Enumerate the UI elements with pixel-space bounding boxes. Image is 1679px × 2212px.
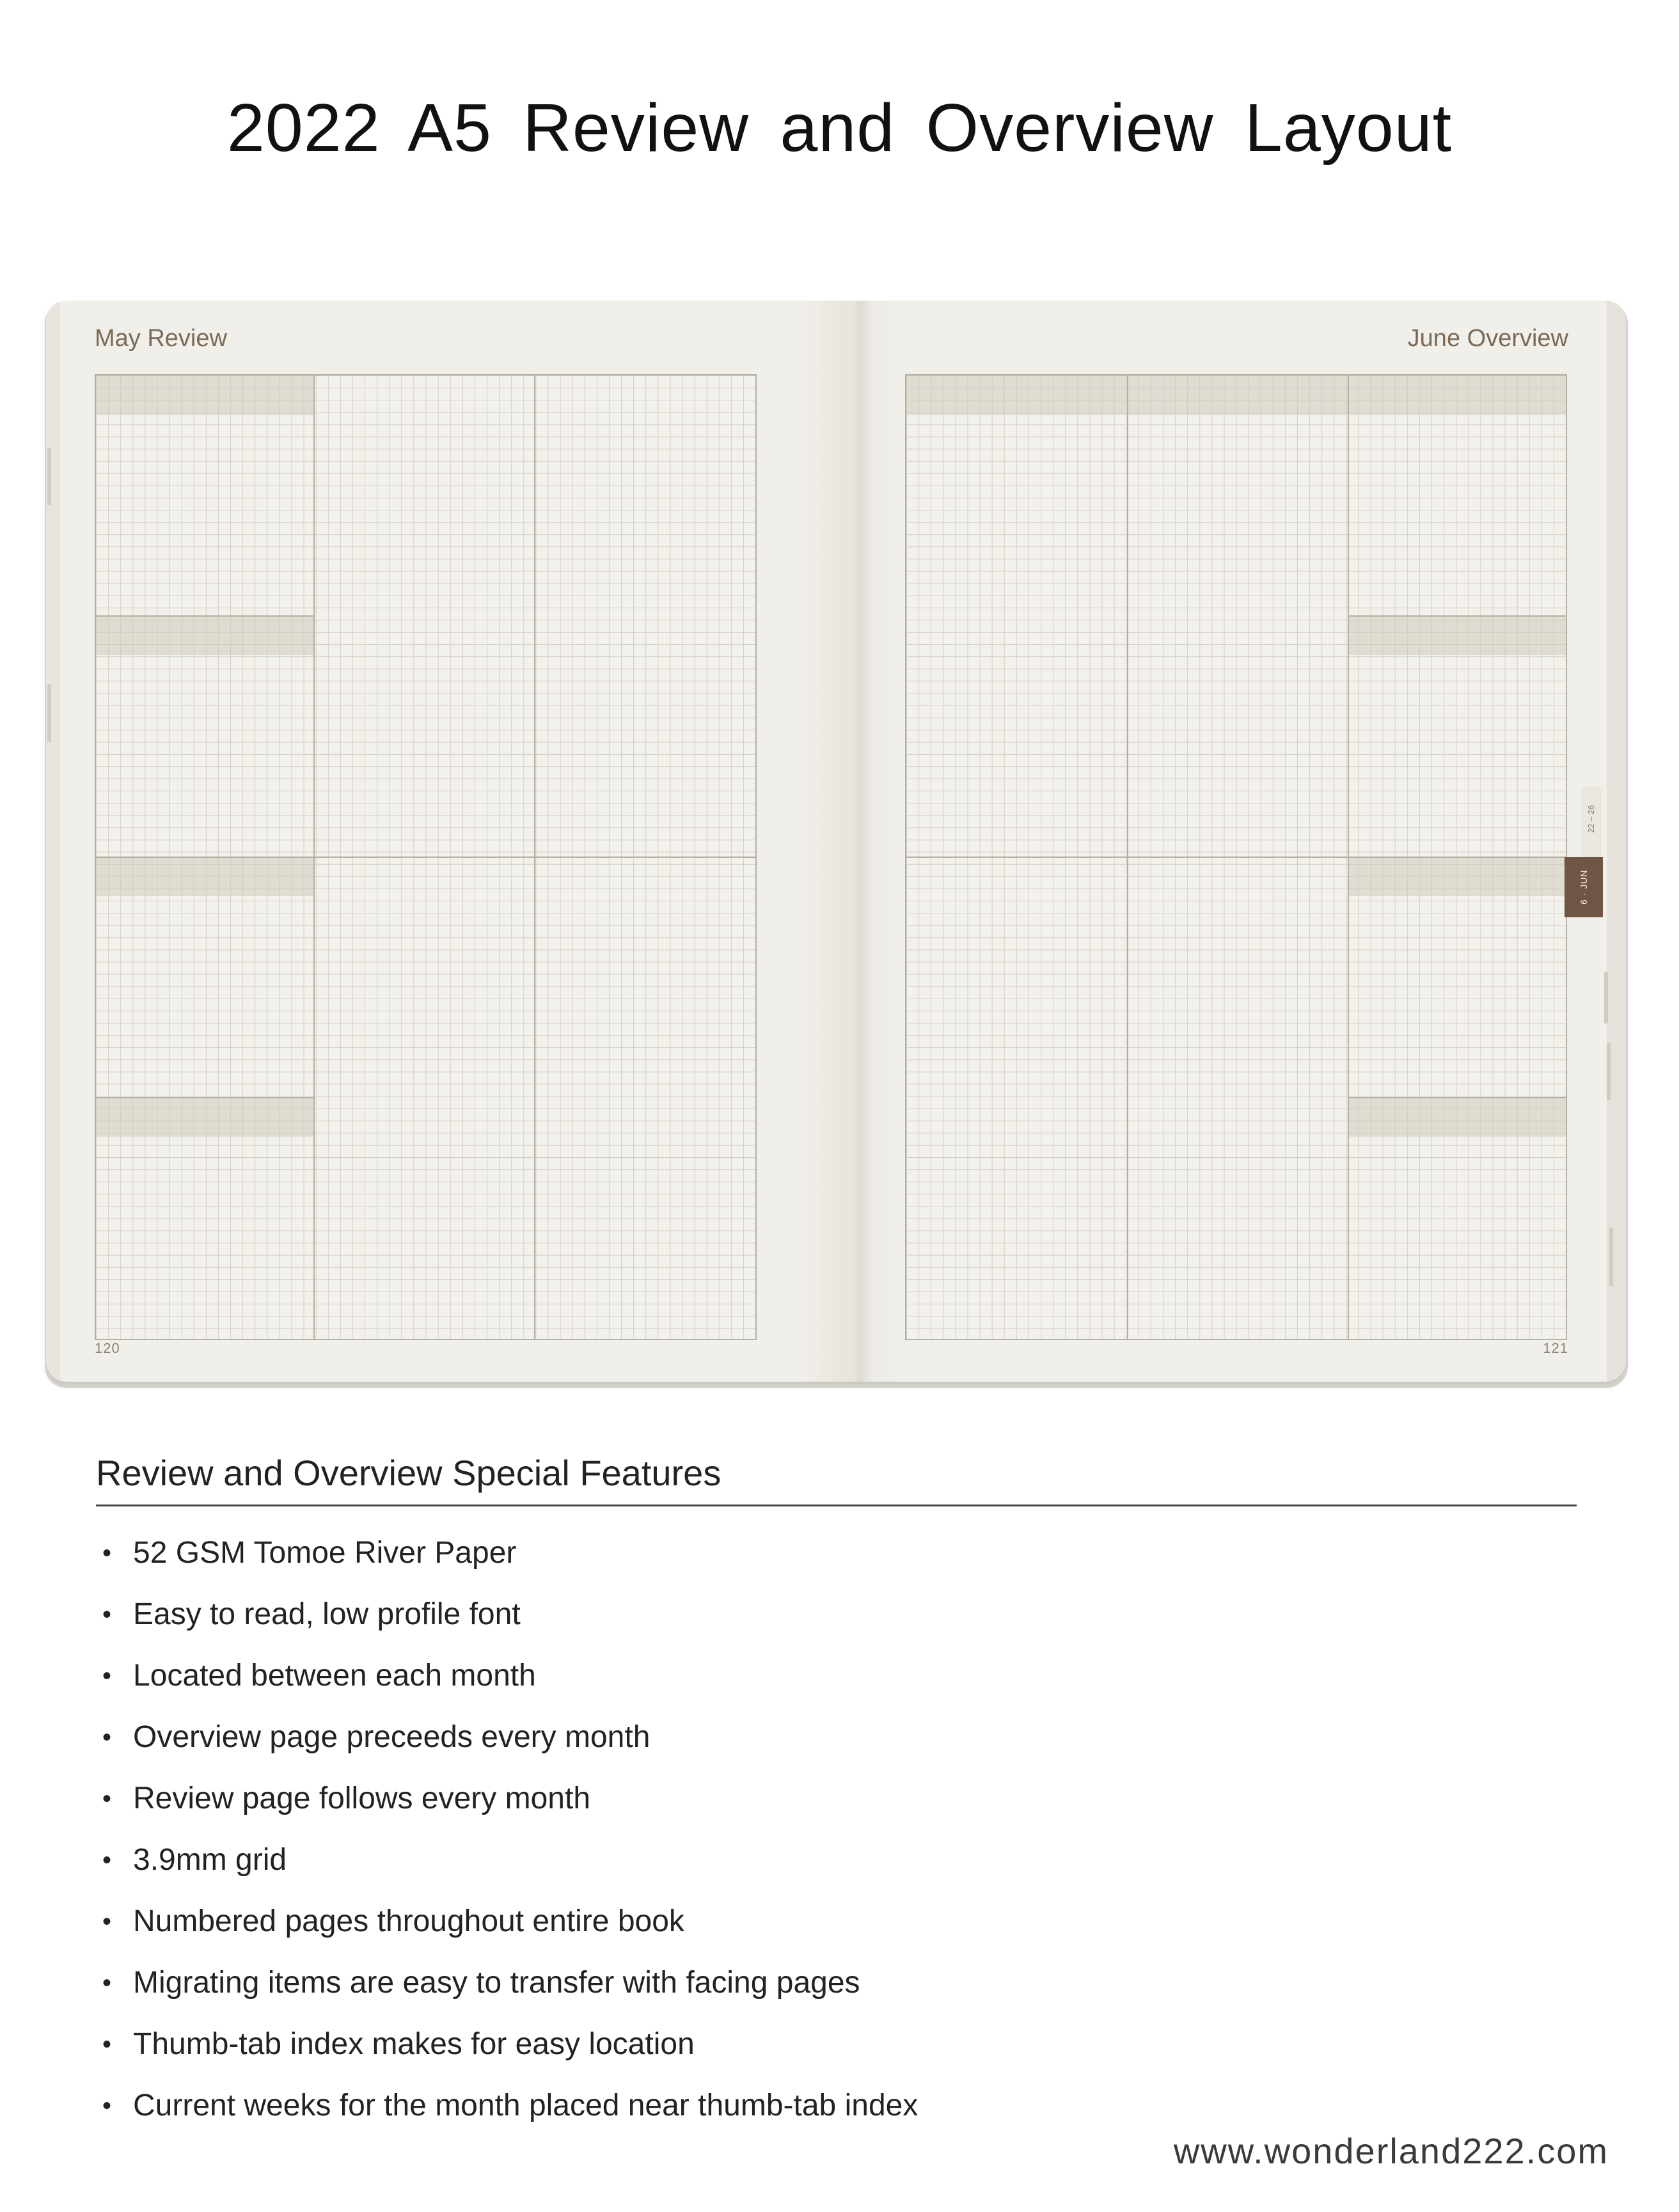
grid-header-band: [1348, 857, 1566, 896]
grid-row-divider: [1348, 1097, 1566, 1098]
grid-row-divider: [1348, 615, 1566, 617]
bullet-icon: •: [102, 1969, 112, 1997]
grid-header-band: [96, 375, 313, 415]
grid-header-band: [96, 857, 313, 896]
bullet-icon: •: [102, 1723, 112, 1751]
features-heading: Review and Overview Special Features: [96, 1453, 721, 1493]
grid-header-band: [1348, 615, 1566, 655]
bullet-icon: •: [102, 1785, 112, 1813]
list-item: [96, 2075, 918, 2137]
footer-website-link[interactable]: www.wonderland222.com: [1173, 2131, 1609, 2171]
features-list: [96, 1522, 918, 2137]
feature-text: Located between each month: [133, 1659, 536, 1693]
feature-text: Migrating items are easy to transfer with facing pages: [133, 1966, 860, 2000]
list-item: [96, 1522, 918, 1584]
thumb-tab-edge: [1609, 1228, 1613, 1286]
thumb-tab-edge: [47, 684, 51, 742]
bullet-icon: •: [102, 1539, 112, 1567]
right-page-label: June Overview: [1407, 325, 1568, 352]
list-item: [96, 2014, 918, 2075]
page-edges-right: [1607, 301, 1626, 1382]
grid-row-divider: [96, 615, 313, 617]
left-page-label: May Review: [95, 325, 227, 352]
bullet-icon: •: [102, 1846, 112, 1874]
grid-header-band: [906, 375, 1566, 415]
list-item: [96, 1952, 918, 2014]
feature-text: Review page follows every month: [133, 1781, 591, 1815]
thumb-tab-edge: [1607, 1043, 1611, 1100]
bullet-icon: •: [102, 1908, 112, 1936]
right-page-number: 121: [1543, 1340, 1568, 1356]
features-divider: [96, 1505, 1577, 1506]
grid-row-divider: [96, 857, 755, 858]
bullet-icon: •: [102, 1662, 112, 1690]
review-grid: [95, 374, 757, 1340]
thumb-tab-month[interactable]: 6 · JUN: [1565, 857, 1603, 917]
grid-header-band: [96, 1097, 313, 1137]
list-item: [96, 1768, 918, 1829]
list-item: [96, 1829, 918, 1891]
bullet-icon: •: [102, 2030, 112, 2058]
page-title: 2022 A5 Review and Overview Layout: [226, 90, 1453, 166]
list-item: [96, 1584, 918, 1645]
feature-text: Overview page preceeds every month: [133, 1720, 650, 1754]
thumb-tab-edge: [47, 448, 51, 505]
left-page-number: 120: [95, 1340, 120, 1356]
thumb-tab-edge: [1604, 972, 1608, 1023]
grid-header-band: [96, 615, 313, 655]
notebook-spread: [46, 301, 1626, 1382]
list-item: [96, 1707, 918, 1768]
bullet-icon: •: [102, 1600, 112, 1629]
bullet-icon: •: [102, 2092, 112, 2120]
grid-row-divider: [96, 1097, 313, 1098]
feature-text: 3.9mm grid: [133, 1843, 287, 1877]
list-item: [96, 1891, 918, 1952]
thumb-tab-week[interactable]: 22 – 26: [1586, 805, 1596, 833]
feature-text: 52 GSM Tomoe River Paper: [133, 1536, 517, 1570]
book-gutter: [801, 301, 897, 1382]
feature-text: Numbered pages throughout entire book: [133, 1904, 684, 1938]
grid-row-divider: [906, 857, 1566, 858]
grid-header-band: [1348, 1097, 1566, 1137]
feature-text: Current weeks for the month placed near thumb-tab index: [133, 2089, 918, 2122]
overview-grid: [905, 374, 1567, 1340]
feature-text: Thumb-tab index makes for easy location: [133, 2027, 695, 2061]
feature-text: Easy to read, low profile font: [133, 1597, 521, 1631]
list-item: [96, 1645, 918, 1707]
